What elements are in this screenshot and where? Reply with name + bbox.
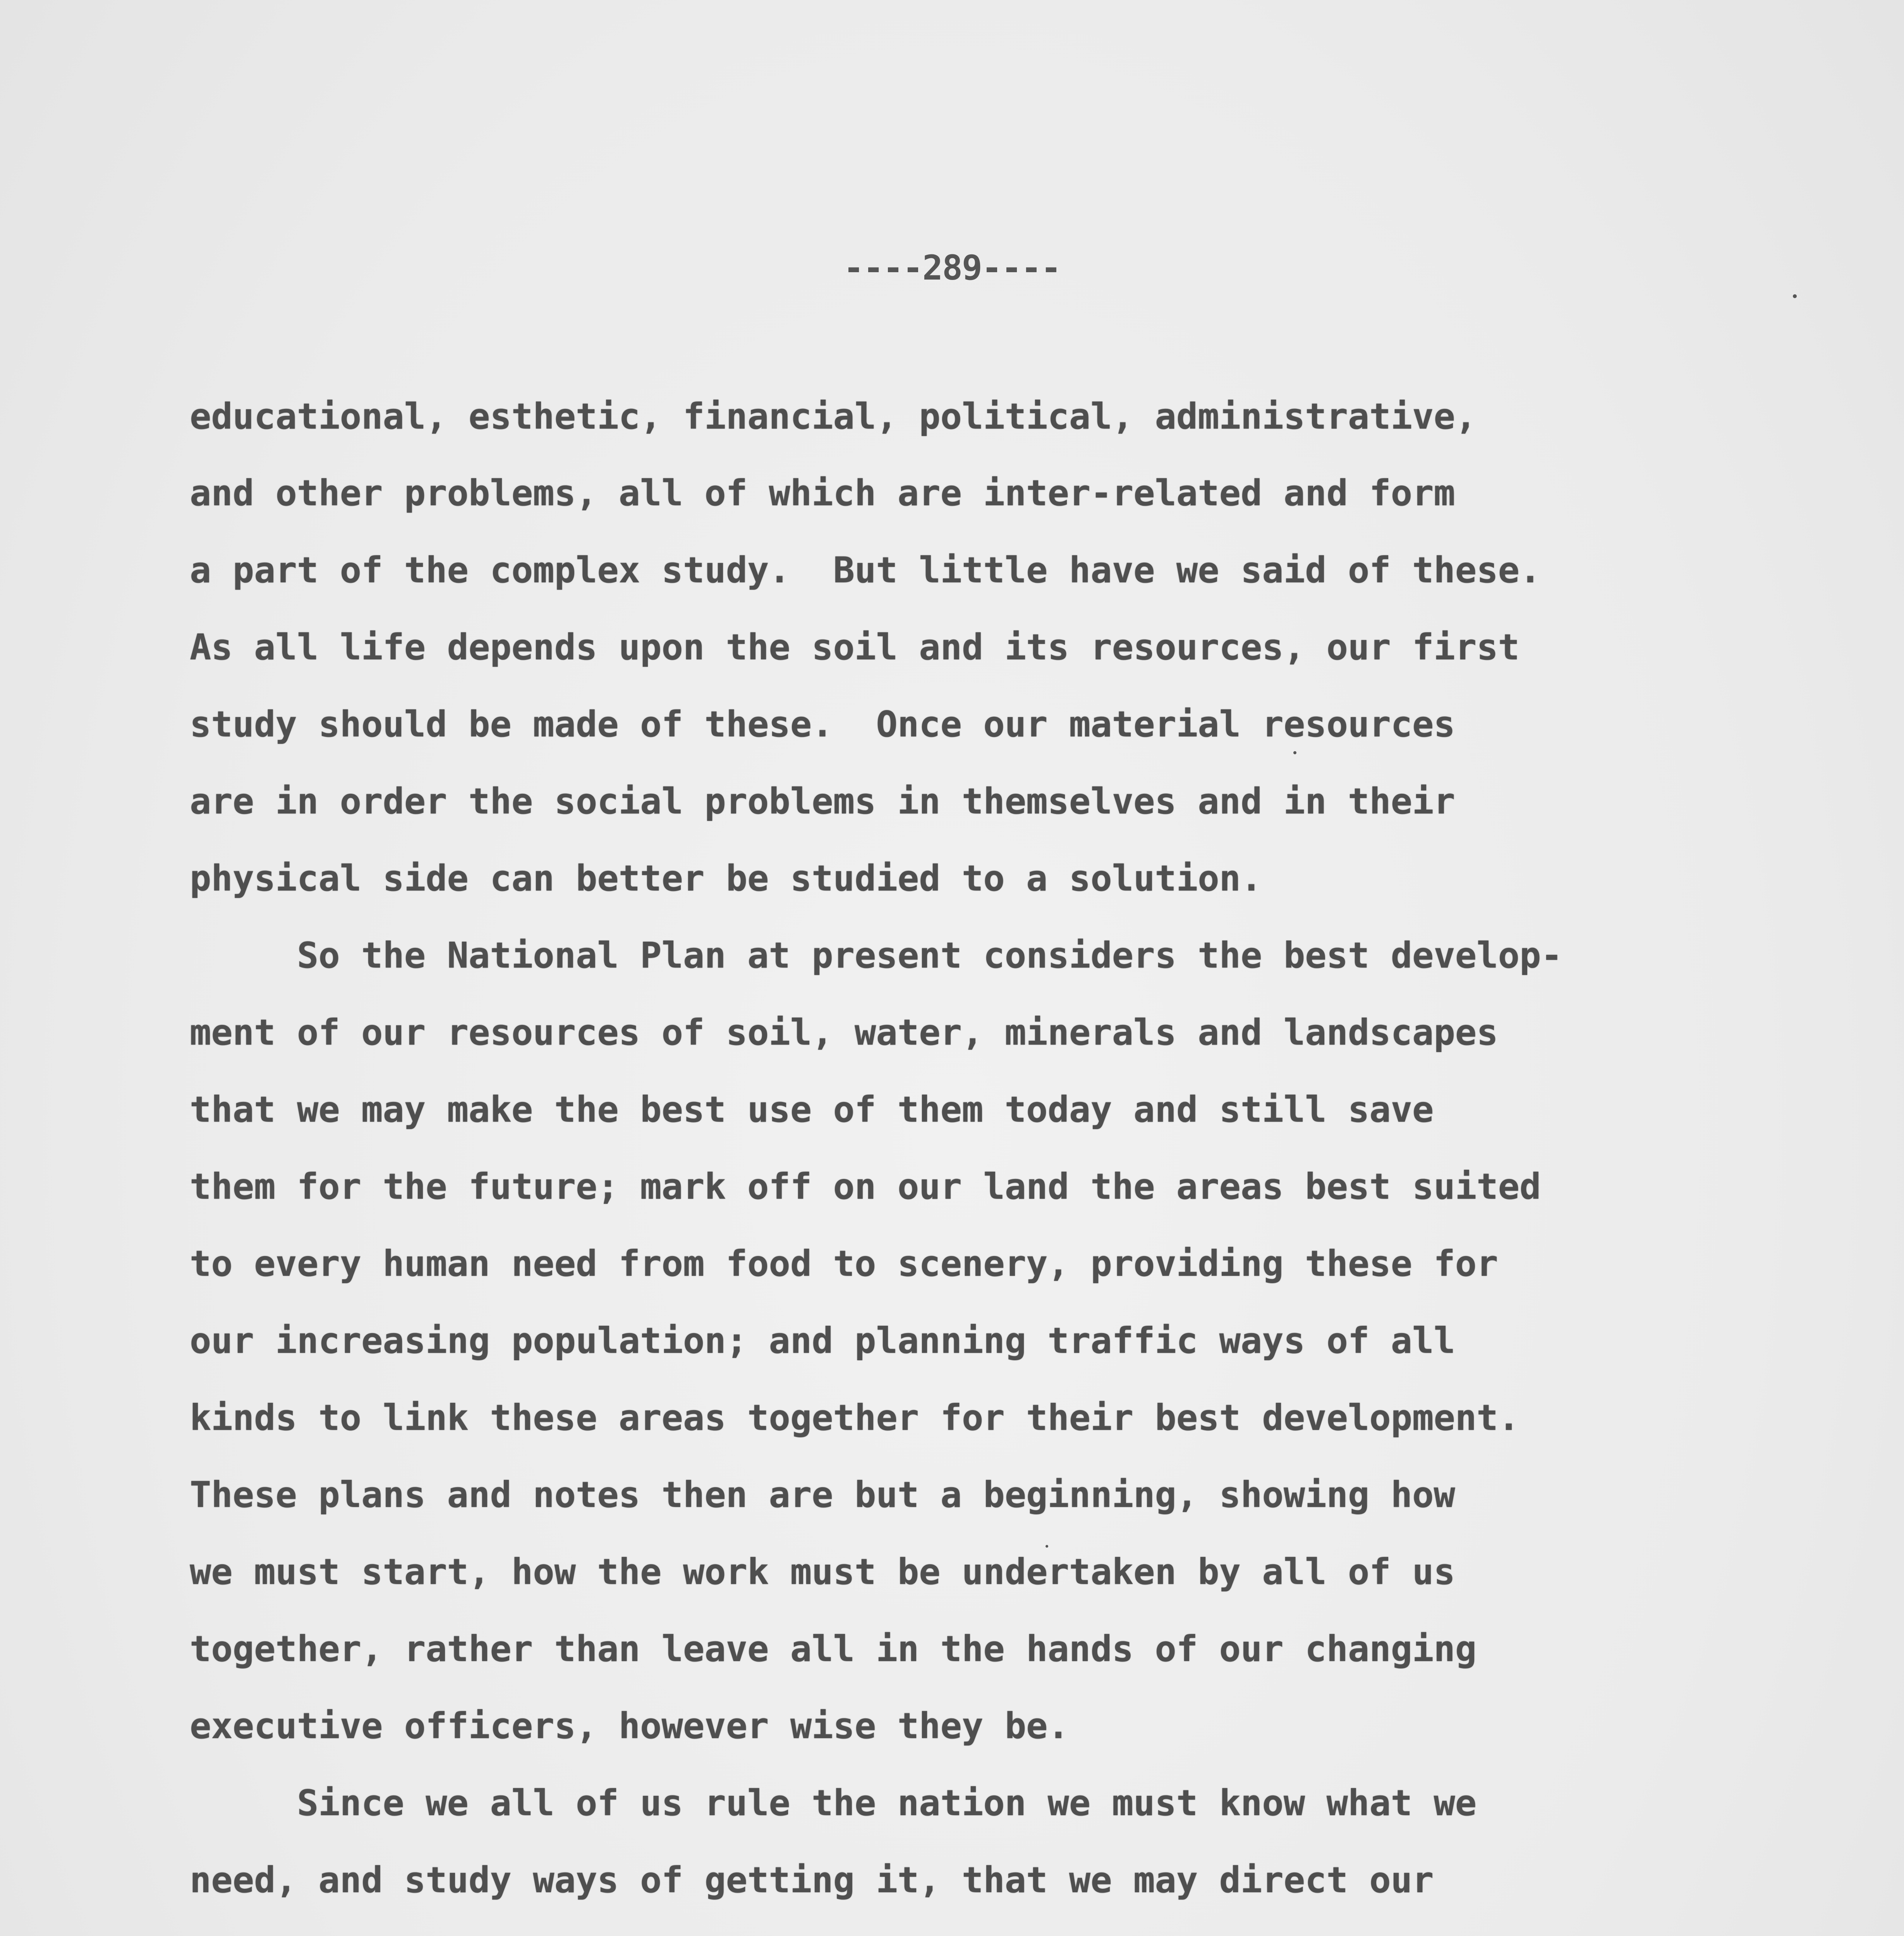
- text-line: As all life depends upon the soil and its resources, our first: [190, 626, 1520, 668]
- text-line: and other problems, all of which are inter-related and form: [190, 472, 1455, 514]
- text-line: them for the future; mark off on our land the areas best suited: [190, 1166, 1541, 1207]
- text-line: These plans and notes then are but a beginning, showing how: [190, 1474, 1455, 1516]
- text-line: study should be made of these. Once our material resources: [190, 704, 1455, 745]
- text-line: kinds to link these areas together for their best development.: [190, 1397, 1520, 1438]
- text-line: Since we all of us rule the nation we must know what we: [190, 1782, 1477, 1824]
- page-number: ----289----: [843, 248, 1061, 288]
- paper-speck: [1793, 294, 1797, 298]
- text-line: need, and study ways of getting it, that we may direct our: [190, 1859, 1434, 1901]
- text-line: we must start, how the work must be undertaken by all of us: [190, 1551, 1455, 1593]
- text-line: ment of our resources of soil, water, minerals and landscapes: [190, 1012, 1498, 1053]
- text-line: are in order the social problems in themselves and in their: [190, 781, 1455, 822]
- text-line: So the National Plan at present considers the best develop-: [190, 935, 1562, 976]
- text-line: that we may make the best use of them today and still save: [190, 1089, 1434, 1130]
- text-line: a part of the complex study. But little have we said of these.: [190, 549, 1541, 591]
- paper-speck: [1046, 1545, 1048, 1548]
- paper-speck: [1293, 751, 1296, 754]
- text-line: executive officers, however wise they be.: [190, 1705, 1069, 1747]
- text-line: physical side can better be studied to a solution.: [190, 858, 1262, 899]
- text-line: to every human need from food to scenery, providing these for: [190, 1243, 1498, 1284]
- text-line: our increasing population; and planning traffic ways of all: [190, 1320, 1455, 1361]
- text-line: educational, esthetic, financial, political, administrative,: [190, 396, 1477, 437]
- text-line: together, rather than leave all in the hands of our changing: [190, 1628, 1477, 1670]
